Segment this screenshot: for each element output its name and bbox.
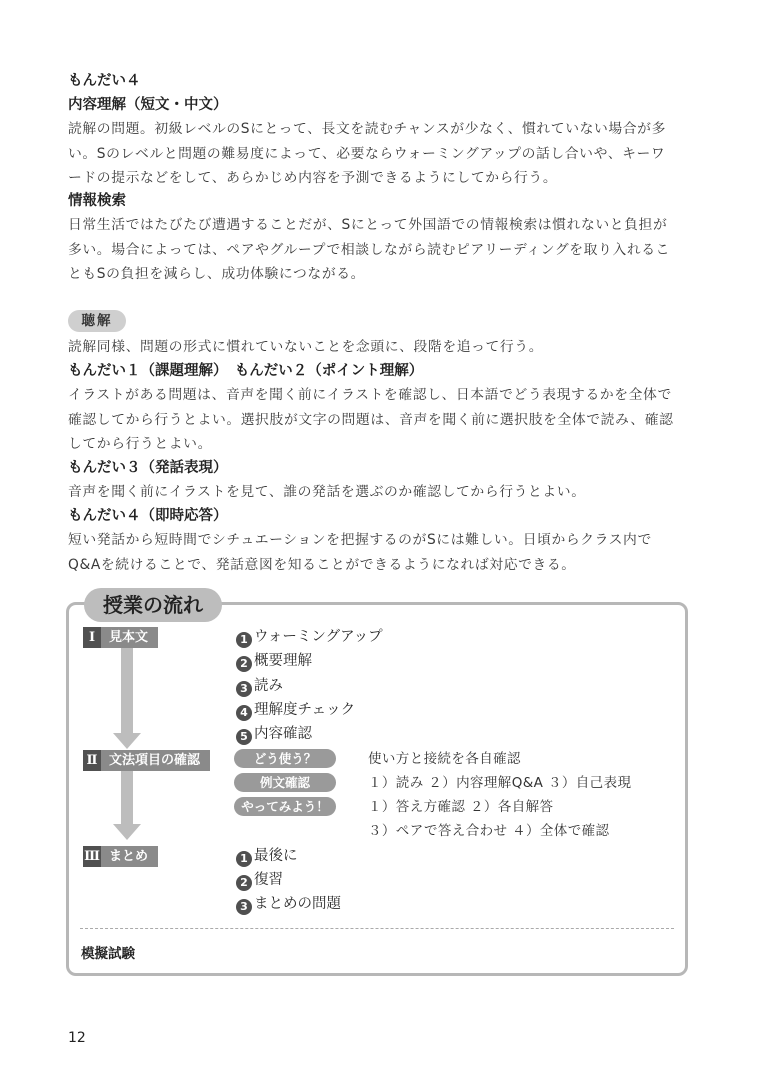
flow-arrow-line [121, 771, 133, 825]
activity-description: １）読み ２）内容理解Q&A ３）自己表現 [368, 775, 632, 791]
down-arrow-icon [113, 824, 141, 840]
stage-1-label [83, 627, 158, 648]
stage-number: Ⅰ [83, 627, 101, 648]
text-line: イラストがある問題は、音声を聞く前にイラストを確認し、日本語でどう表現するかを全体で [68, 387, 672, 403]
text-line: してから行うとよい。 [68, 436, 212, 452]
stage-2-label [83, 750, 210, 771]
flow-step [236, 724, 312, 745]
text-line: 確認してから行うとよい。選択肢が文字の問題は、音声を聞く前に選択肢を全体で読み、確認 [68, 411, 674, 428]
stage-title: 文法項目の確認 [109, 753, 201, 768]
step-number-icon: 3 [236, 681, 252, 697]
flow-arrow-line [121, 648, 133, 734]
step-number-icon: 2 [236, 656, 252, 672]
divider [80, 928, 674, 929]
reading-comprehension-paragraph [68, 117, 698, 191]
text-line: 日常生活ではたびたび遭遇することだが、Sにとって外国語での情報検索は慣れないと負担が [68, 217, 668, 233]
step-text: ウォーミングアップ [254, 629, 383, 645]
text-line: い。Sのレベルと問題の難易度によって、必要ならウォーミングアップの話し合いや、キーワ [68, 145, 666, 162]
step-number-icon: 1 [236, 851, 252, 867]
stage-title: まとめ [109, 849, 149, 864]
activity-label: やってみよう！ [234, 797, 336, 816]
stage-number: Ⅲ [83, 846, 101, 867]
flow-step [236, 700, 355, 721]
flow-step [236, 846, 298, 867]
listening-intro: 読解同様、問題の形式に慣れていないことを念頭に、段階を追って行う。 [68, 339, 544, 355]
listening-item-heading: もんだい４（即時応答） [68, 508, 228, 524]
text-line: 多い。場合によっては、ペアやグループで相談しながら読むピアリーディングを取り入れるこ [68, 241, 671, 258]
activity-label: どう使う？ [234, 749, 336, 768]
down-arrow-icon [113, 733, 141, 749]
mock-exam-label: 模擬試験 [81, 946, 135, 962]
step-number-icon: 5 [236, 729, 252, 745]
info-search-paragraph [68, 213, 698, 287]
listening-item-heading: もんだい３（発話表現） [68, 460, 228, 476]
listening-item-paragraph [68, 383, 698, 457]
page-number: 12 [68, 1030, 86, 1046]
text-line: 読解の問題。初級レベルのSにとって、長文を読むチャンスが少なく、慣れていない場合が多 [68, 121, 666, 137]
step-text: まとめの問題 [254, 896, 341, 912]
listening-section-badge: 聴解 [68, 310, 126, 332]
step-text: 理解度チェック [254, 702, 356, 718]
lesson-flow-title: 授業の流れ [84, 588, 222, 622]
text-line: 音声を聞く前にイラストを見て、誰の発話を選ぶのか確認してから行うとよい。 [68, 484, 586, 500]
step-text: 内容確認 [254, 726, 312, 742]
text-line: Q&Aを続けることで、発話意図を知ることができるようになれば対応できる。 [68, 556, 576, 573]
stage-number: Ⅱ [83, 750, 101, 771]
text-line: ともSの負担を減らし、成功体験につながる。 [68, 266, 366, 282]
flow-step [236, 676, 283, 697]
step-number-icon: 4 [236, 705, 252, 721]
activity-label: 例文確認 [234, 773, 336, 792]
activity-description: 使い方と接続を各自確認 [368, 751, 521, 767]
listening-item-paragraph [68, 528, 698, 577]
listening-item-heading: もんだい１（課題理解） もんだい２（ポイント理解） [68, 363, 424, 379]
activity-description: ３）ペアで答え合わせ ４）全体で確認 [368, 823, 610, 839]
stage-3-label [83, 846, 158, 867]
flow-step [236, 870, 283, 891]
step-number-icon: 1 [236, 632, 252, 648]
flow-step [236, 651, 312, 672]
step-text: 復習 [254, 872, 283, 888]
info-search-heading: 情報検索 [68, 193, 126, 209]
step-text: 最後に [254, 848, 298, 864]
activity-description: １）答え方確認 ２）各自解答 [368, 799, 554, 815]
reading-comprehension-heading: 内容理解（短文・中文） [68, 97, 228, 113]
text-line: 短い発話から短時間でシチュエーションを把握するのがSには難しい。日頃からクラス内で [68, 532, 652, 548]
step-number-icon: 3 [236, 899, 252, 915]
text-line: ードの提示などをして、あらかじめ内容を予測できるようにしてから行う。 [68, 170, 558, 186]
flow-step [236, 627, 383, 648]
step-number-icon: 2 [236, 875, 252, 891]
flow-step [236, 894, 341, 915]
mondai4-title: もんだい４ [68, 73, 141, 89]
step-text: 読み [254, 678, 283, 694]
listening-item-paragraph [68, 480, 698, 505]
stage-title: 見本文 [109, 630, 149, 645]
step-text: 概要理解 [254, 653, 312, 669]
